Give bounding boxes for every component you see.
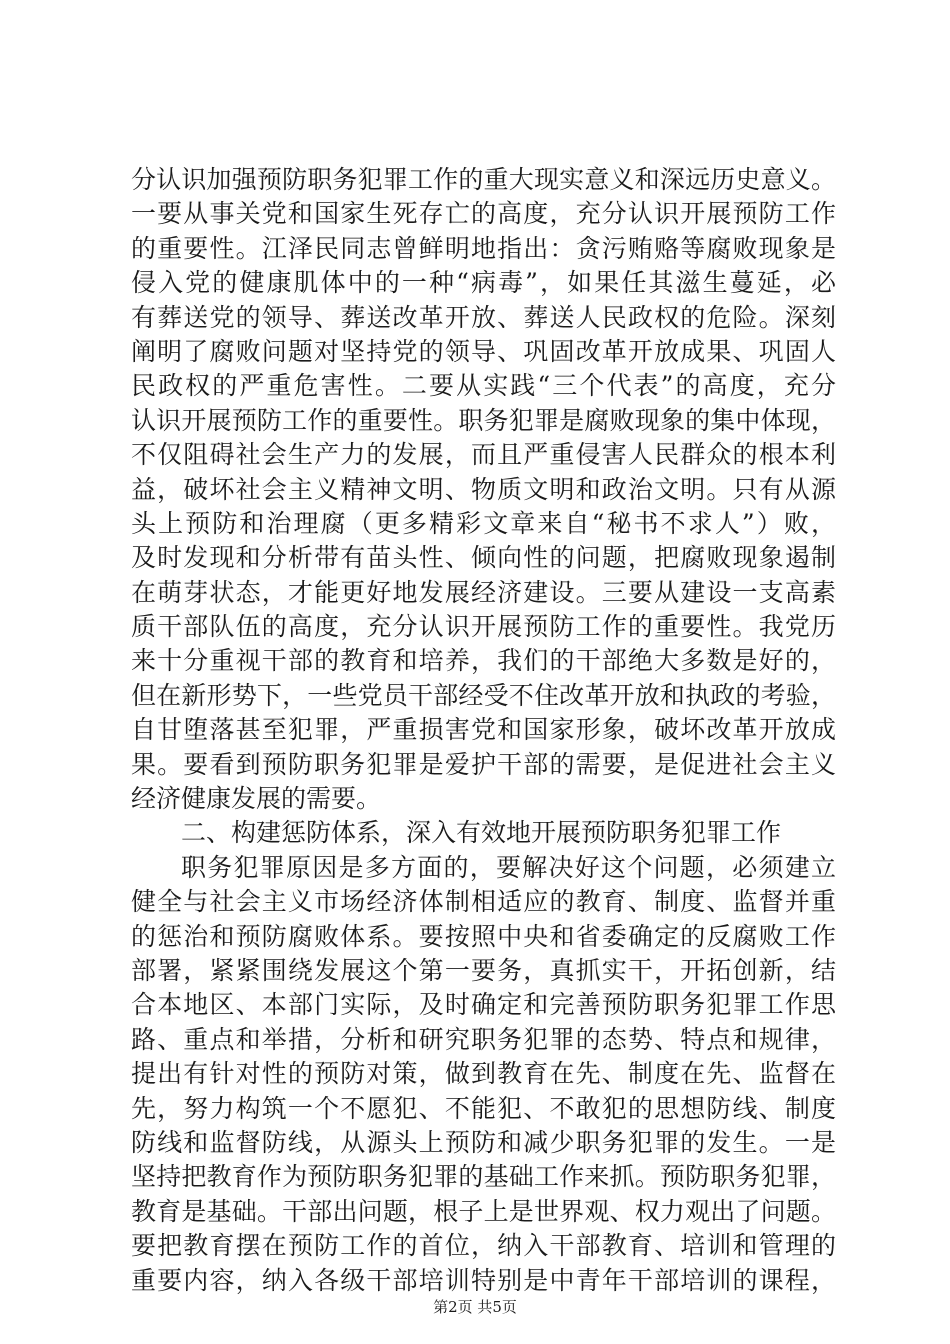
text-line: 一要从事关党和国家生死存亡的高度，充分认识开展预防工作 (131, 199, 836, 229)
section-heading: 二、构建惩防体系，深入有效地开展预防职务犯罪工作 (181, 818, 782, 848)
text-line: 的重要性。江泽民同志曾鲜明地指出：贪污贿赂等腐败现象是 (131, 233, 836, 263)
text-line: 先，努力构筑一个不愿犯、不能犯、不敢犯的思想防线、制度 (131, 1093, 836, 1123)
text-line: 益，破坏社会主义精神文明、物质文明和政治文明。只有从源 (131, 474, 836, 504)
text-line: 提出有针对性的预防对策，做到教育在先、制度在先、监督在 (131, 1059, 836, 1089)
text-line: 的惩治和预防腐败体系。要按照中央和省委确定的反腐败工作 (131, 921, 836, 951)
text-line: 但在新形势下，一些党员干部经受不住改革开放和执政的考验， (131, 680, 836, 710)
text-line: 来十分重视干部的教育和培养，我们的干部绝大多数是好的， (131, 646, 836, 676)
text-line: 有葬送党的领导、葬送改革开放、葬送人民政权的危险。深刻 (131, 302, 836, 332)
text-line: 头上预防和治理腐（更多精彩文章来自“秘书不求人”）败， (131, 508, 836, 538)
text-line: 合本地区、本部门实际，及时确定和完善预防职务犯罪工作思 (131, 990, 836, 1020)
text-line: 及时发现和分析带有苗头性、倾向性的问题，把腐败现象遏制 (131, 543, 836, 573)
text-line: 民政权的严重危害性。二要从实践“三个代表”的高度，充分 (131, 371, 836, 401)
text-line: 要把教育摆在预防工作的首位，纳入干部教育、培训和管理的 (131, 1231, 836, 1261)
text-line: 阐明了腐败问题对坚持党的领导、巩固改革开放成果、巩固人 (131, 336, 836, 366)
text-line: 部署，紧紧围绕发展这个第一要务，真抓实干，开拓创新，结 (131, 955, 836, 985)
page-number-footer: 第2页 共5页 (433, 1298, 517, 1316)
text-line: 防线和监督防线，从源头上预防和减少职务犯罪的发生。一是 (131, 1127, 836, 1157)
text-line: 质干部队伍的高度，充分认识开展预防工作的重要性。我党历 (131, 612, 836, 642)
text-line: 不仅阻碍社会生产力的发展，而且严重侵害人民群众的根本利 (131, 440, 836, 470)
text-line: 职务犯罪原因是多方面的，要解决好这个问题，必须建立 (181, 852, 836, 882)
text-line: 健全与社会主义市场经济体制相适应的教育、制度、监督并重 (131, 887, 836, 917)
document-body (131, 163, 836, 1298)
text-line: 分认识加强预防职务犯罪工作的重大现实意义和深远历史意义。 (131, 165, 836, 194)
text-line: 认识开展预防工作的重要性。职务犯罪是腐败现象的集中体现， (131, 405, 836, 435)
text-line: 侵入党的健康肌体中的一种“病毒”，如果任其滋生蔓延，必 (131, 268, 836, 298)
text-line: 教育是基础。干部出问题，根子上是世界观、权力观出了问题。 (131, 1196, 836, 1226)
text-line: 路、重点和举措，分析和研究职务犯罪的态势、特点和规律， (131, 1024, 836, 1054)
text-line: 在萌芽状态，才能更好地发展经济建设。三要从建设一支高素 (131, 577, 836, 607)
text-line: 果。要看到预防职务犯罪是爱护干部的需要，是促进社会主义 (131, 749, 836, 779)
text-line: 重要内容，纳入各级干部培训特别是中青年干部培训的课程， (131, 1265, 836, 1295)
text-line: 自甘堕落甚至犯罪，严重损害党和国家形象，破坏改革开放成 (131, 715, 836, 745)
text-line: 经济健康发展的需要。 (131, 784, 382, 814)
text-line: 坚持把教育作为预防职务犯罪的基础工作来抓。预防职务犯罪， (131, 1162, 836, 1192)
